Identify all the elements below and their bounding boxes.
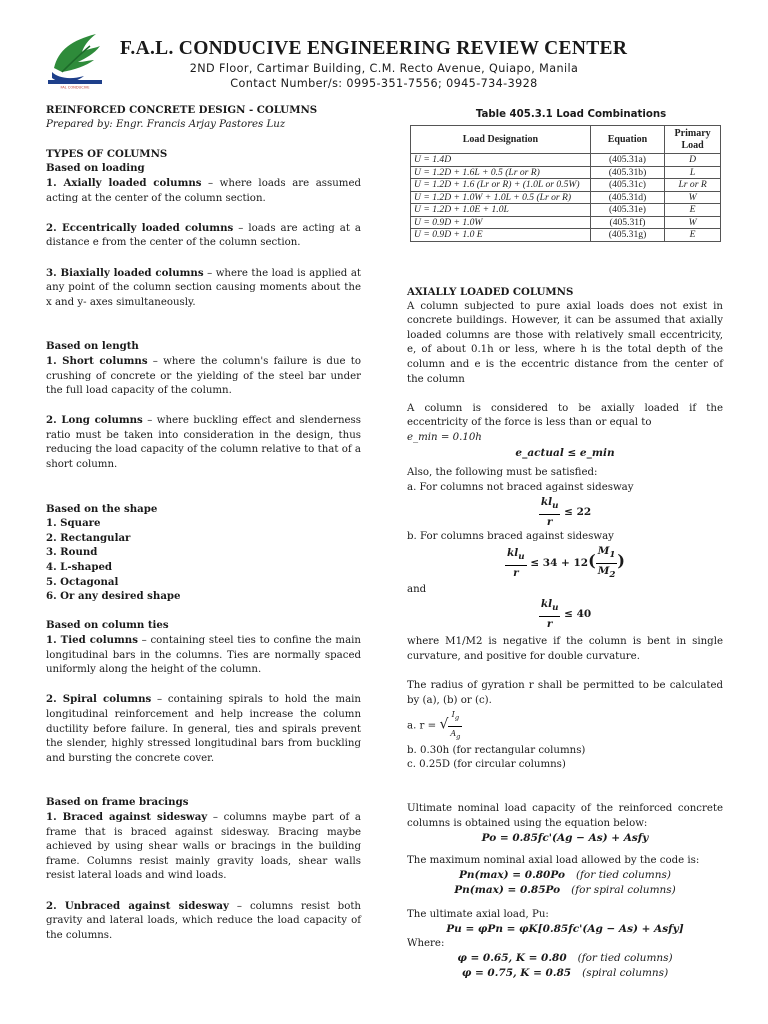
condition-b-equation: $\frac{kl_u}{r}$ ≤ 34 + 12( $\frac{M_1}{M_2}$ ) <box>507 545 625 580</box>
table-row: U = 1.2D + 1.6L + 0.5 (Lr or R) (405.31b) L <box>411 166 721 179</box>
ties-item: 2. Spiral columns – containing spirals to hold the main longitudinal reinforcement and help increase the column ductility before failure. In general, ties and spirals prevent the slender, highly stressed longitudinal bars from buckling and bursting the concrete cover. <box>46 693 361 764</box>
bracing-item: 2. Unbraced against sidesway – columns resist both gravity and lateral loads, which reduce the load capacity of the columns. <box>46 899 361 941</box>
table-row: U = 0.9D + 1.0 E (405.31g) E <box>411 229 721 242</box>
where-text: where M1/M2 is negative if the column is bent in single curvature, and positive for double curvature. <box>407 636 723 663</box>
condition-a-equation: $\frac{kl_u}{r}$ ≤ 22 <box>540 496 592 528</box>
shape-heading: Based on the shape <box>46 502 158 515</box>
table-row: U = 1.2D + 1.0E + 1.0L (405.31e) E <box>411 204 721 217</box>
bracing-item: 1. Braced against sidesway – columns maybe part of a frame that is braced against sidesway. Bracing maybe achieved by using shear walls or bracings in the building frame. Columns resist mainly gravity loads, shear walls resist lateral loads and wind loads. <box>46 810 361 882</box>
gyration-a: a. r = √ $\frac{I_g}{A_g}$ <box>407 710 461 741</box>
types-heading: TYPES OF COLUMNS <box>46 147 168 160</box>
axial-paragraph-2: A column is considered to be axially loaded if the eccentricity of the force is less than or equal to <box>407 402 723 429</box>
loading-item: 1. Axially loaded columns – where loads are assumed acting at the center of the column section. <box>46 176 362 204</box>
ties-item: 1. Tied columns – containing steel ties to confine the main longitudinal bars in the columns. Ties are normally spaced uniformly along the height of the column. <box>46 634 361 676</box>
shape-item: 6. Or any desired shape <box>46 590 181 603</box>
also-text: Also, the following must be satisfied: <box>407 467 598 479</box>
length-item: 2. Long columns – where buckling effect and slenderness ratio must be taken into consideration in the design, thus reducing the load capacity of the column relative to that of a short column. <box>46 414 361 471</box>
loading-item: 3. Biaxially loaded columns – where the load is applied at any point of the column section causing moments about the x and y- axes simultaneously. <box>46 266 361 308</box>
pu-text: The ultimate axial load, Pu: <box>407 908 549 920</box>
contact-line: Contact Number/s: 0995-351-7556; 0945-734-3928 <box>230 77 538 90</box>
max-load-text: The maximum nominal axial load allowed by the code is: <box>407 854 700 866</box>
table-header: Load Designation <box>411 126 591 154</box>
where-label: Where: <box>407 937 445 949</box>
org-name: F.A.L. CONDUCIVE ENGINEERING REVIEW CENTER <box>120 38 628 59</box>
table-header: Primary Load <box>665 126 721 154</box>
emin-equation: e_min = 0.10h <box>407 431 482 443</box>
length-item: 1. Short columns – where the column's failure is due to crushing of concrete or the yielding of the steel bar under the full load capacity of the column. <box>46 354 361 397</box>
po-equation: Po = 0.85fc'(Ag − As) + Asfy <box>481 832 649 845</box>
table-caption: Table 405.3.1 Load Combinations <box>475 109 667 120</box>
table-row: U = 1.4D (405.31a) D <box>411 154 721 167</box>
ties-heading: Based on column ties <box>46 619 169 632</box>
table-row: U = 1.2D + 1.0W + 1.0L + 0.5 (Lr or R) (405.31d) W <box>411 191 721 204</box>
shape-item: 1. Square <box>46 517 101 530</box>
pu-equation: Pu = φPn = φK[0.85fc'(Ag − As) + Asfy] <box>446 923 684 936</box>
eactual-equation: e_actual ≤ e_min <box>515 446 615 459</box>
svg-text:FAL CONDUCIVE: FAL CONDUCIVE <box>60 85 90 90</box>
condition-c-equation: $\frac{kl_u}{r}$ ≤ 40 <box>540 598 592 630</box>
loading-item: 2. Eccentrically loaded columns – loads are acting at a distance e from the center of the column section. <box>46 221 361 249</box>
phi-tied-equation: φ = 0.65, K = 0.80 (for tied columns) <box>457 952 673 965</box>
axial-paragraph: A column subjected to pure axial loads does not exist in concrete buildings. However, it can be assumed that axially loaded columns are those with relatively small eccentricity, e, of about 0.1h or less, where h is the total depth of the column and e is the eccentric distance from the center of the column <box>407 300 723 385</box>
gyration-c: c. 0.25D (for circular columns) <box>407 759 566 771</box>
pn-spiral-equation: Pn(max) = 0.85Po (for spiral columns) <box>454 883 676 896</box>
table-row: U = 1.2D + 1.6 (Lr or R) + (1.0L or 0.5W) (405.31c) Lr or R <box>411 179 721 192</box>
table-header: Equation <box>590 126 664 154</box>
loading-heading: Based on loading <box>46 162 145 175</box>
gyration-text: The radius of gyration r shall be permitted to be calculated by (a), (b) or (c). <box>407 680 723 706</box>
and-text: and <box>407 583 427 595</box>
pn-tied-equation: Pn(max) = 0.80Po (for tied columns) <box>459 869 671 882</box>
left-column <box>46 103 361 943</box>
condition-b: b. For columns braced against sidesway <box>407 530 614 542</box>
shape-item: 4. L-shaped <box>46 561 113 574</box>
length-heading: Based on length <box>46 340 139 353</box>
shape-item: 3. Round <box>46 546 98 559</box>
address-line: 2ND Floor, Cartimar Building, C.M. Recto Avenue, Quiapo, Manila <box>189 62 579 75</box>
right-column <box>407 285 723 981</box>
bracing-heading: Based on frame bracings <box>46 796 189 809</box>
load-combinations-table <box>410 125 721 242</box>
condition-a: a. For columns not braced against sidesway <box>407 481 634 493</box>
doc-author: Prepared by: Engr. Francis Arjay Pastores Luz <box>46 118 286 130</box>
shape-item: 2. Rectangular <box>46 531 131 544</box>
ultimate-text: Ultimate nominal load capacity of the reinforced concrete columns is obtained using the equation below: <box>407 802 723 829</box>
shape-item: 5. Octagonal <box>46 575 119 588</box>
doc-title: REINFORCED CONCRETE DESIGN - COLUMNS <box>46 104 318 116</box>
axial-heading: AXIALLY LOADED COLUMNS <box>407 286 574 298</box>
gyration-b: b. 0.30h (for rectangular columns) <box>407 744 586 756</box>
table-row: U = 0.9D + 1.0W (405.31f) W <box>411 216 721 229</box>
table-header-row <box>411 126 721 154</box>
phi-spiral-equation: φ = 0.75, K = 0.85 (spiral columns) <box>461 966 669 979</box>
